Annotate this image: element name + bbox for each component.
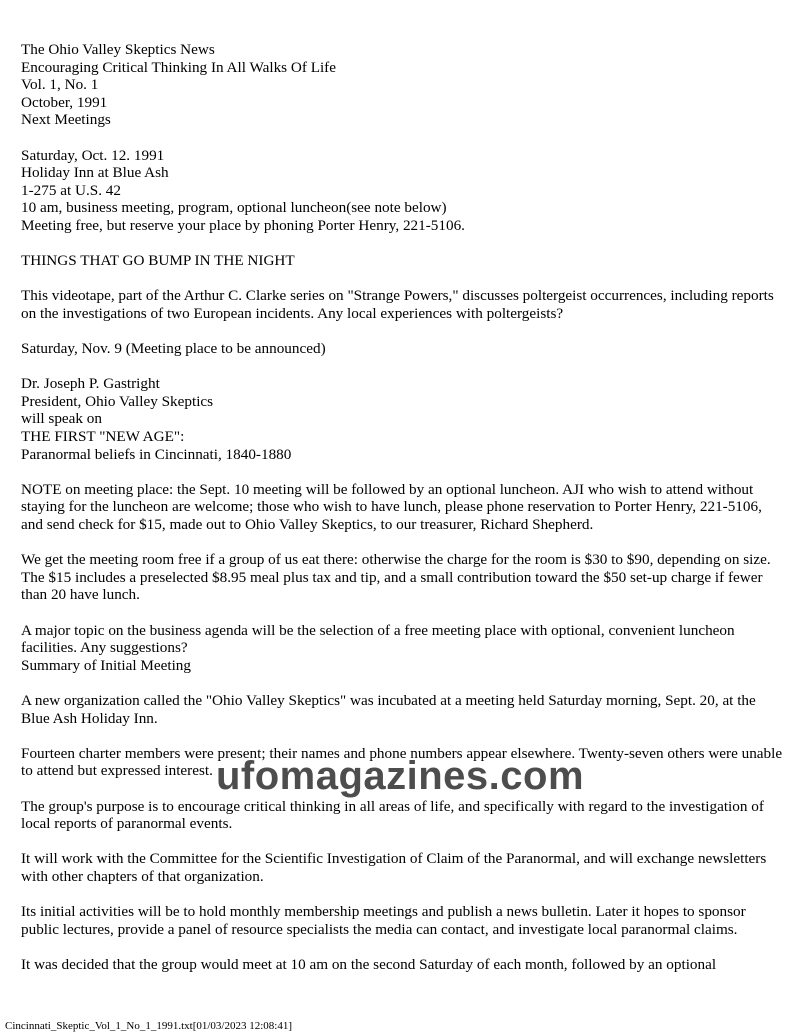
file-footer: Cincinnati_Skeptic_Vol_1_No_1_1991.txt[01/03/2023 12:08:41]: [5, 1020, 293, 1032]
meeting2-date: Saturday, Nov. 9 (Meeting place to be announced): [21, 340, 326, 358]
speak-on: will speak on: [21, 410, 102, 428]
document-body: [21, 41, 783, 991]
meeting1-reserve: Meeting free, but reserve your place by phoning Porter Henry, 221-5106.: [21, 216, 465, 234]
summary-paragraph: A new organization called the "Ohio Valley Skeptics" was incubated at a meeting held Saturday morning, Sept. 20, at the Blue Ash Holiday Inn.: [21, 691, 756, 727]
speaker-name: Dr. Joseph P. Gastright: [21, 375, 160, 393]
agenda-paragraph: A major topic on the business agenda will be the selection of a free meeting place with optional, convenient luncheon facilities. Any suggestions?: [21, 621, 735, 657]
meeting1-place: Holiday Inn at Blue Ash: [21, 164, 169, 182]
summary-paragraph: It will work with the Committee for the Scientific Investigation of Claim of the Paranormal, and will exchange newsletters with other chapters of that organization.: [21, 850, 767, 885]
summary-paragraph: The group's purpose is to encourage critical thinking in all areas of life, and specifically with regard to the investigation of local reports of paranormal events.: [21, 797, 764, 833]
program-title: THINGS THAT GO BUMP IN THE NIGHT: [21, 252, 295, 270]
section-heading: Next Meetings: [21, 111, 111, 129]
newsletter-tagline: Encouraging Critical Thinking In All Walks Of Life: [21, 58, 336, 76]
talk-title: THE FIRST "NEW AGE":: [21, 428, 185, 446]
note-paragraph: NOTE on meeting place: the Sept. 10 meeting will be followed by an optional luncheon. AJI who wish to attend without staying for the luncheon are welcome; those who wish to have lunch, please phone reservation to Porter Henry, 221-5106, and send check for $15, made out to Ohio Valley Skeptics, to our treasurer, Richard Shepherd.: [21, 480, 762, 534]
meeting1-date: Saturday, Oct. 12. 1991: [21, 146, 165, 164]
watermark: ufomagazines.com: [215, 754, 585, 798]
meeting1-schedule: 10 am, business meeting, program, optional luncheon(see note below): [21, 199, 447, 217]
talk-subtitle: Paranormal beliefs in Cincinnati, 1840-1880: [21, 445, 292, 463]
volume-number: Vol. 1, No. 1: [21, 76, 99, 94]
speaker-role: President, Ohio Valley Skeptics: [21, 392, 214, 410]
summary-paragraph: Its initial activities will be to hold monthly membership meetings and publish a news bulletin. Later it hopes to sponsor public lectures, provide a panel of resource specialists the media can contact, and investigate local paranormal claims.: [21, 903, 746, 938]
summary-paragraph: It was decided that the group would meet at 10 am on the second Saturday of each month, followed by an optional: [21, 955, 717, 973]
summary-heading: Summary of Initial Meeting: [21, 656, 191, 674]
newsletter-title: The Ohio Valley Skeptics News: [21, 41, 215, 58]
program-description: This videotape, part of the Arthur C. Clarke series on "Strange Powers," discusses poltergeist occurrences, including reports on the investigations of two European incidents. Any local experiences with poltergeists?: [21, 287, 774, 322]
issue-date: October, 1991: [21, 93, 108, 111]
meeting1-location: 1-275 at U.S. 42: [21, 181, 121, 199]
summary-paragraph: Fourteen charter members were present; their names and phone numbers appear elsewhere. Twenty-seven others were unable to attend but expressed interest.: [21, 744, 783, 780]
room-paragraph: We get the meeting room free if a group of us eat there: otherwise the charge for the room is $30 to $90, depending on size. The $15 includes a preselected $8.95 meal plus tax and tip, and a small contribution toward the $50 set-up charge if fewer than 20 have lunch.: [21, 551, 771, 604]
